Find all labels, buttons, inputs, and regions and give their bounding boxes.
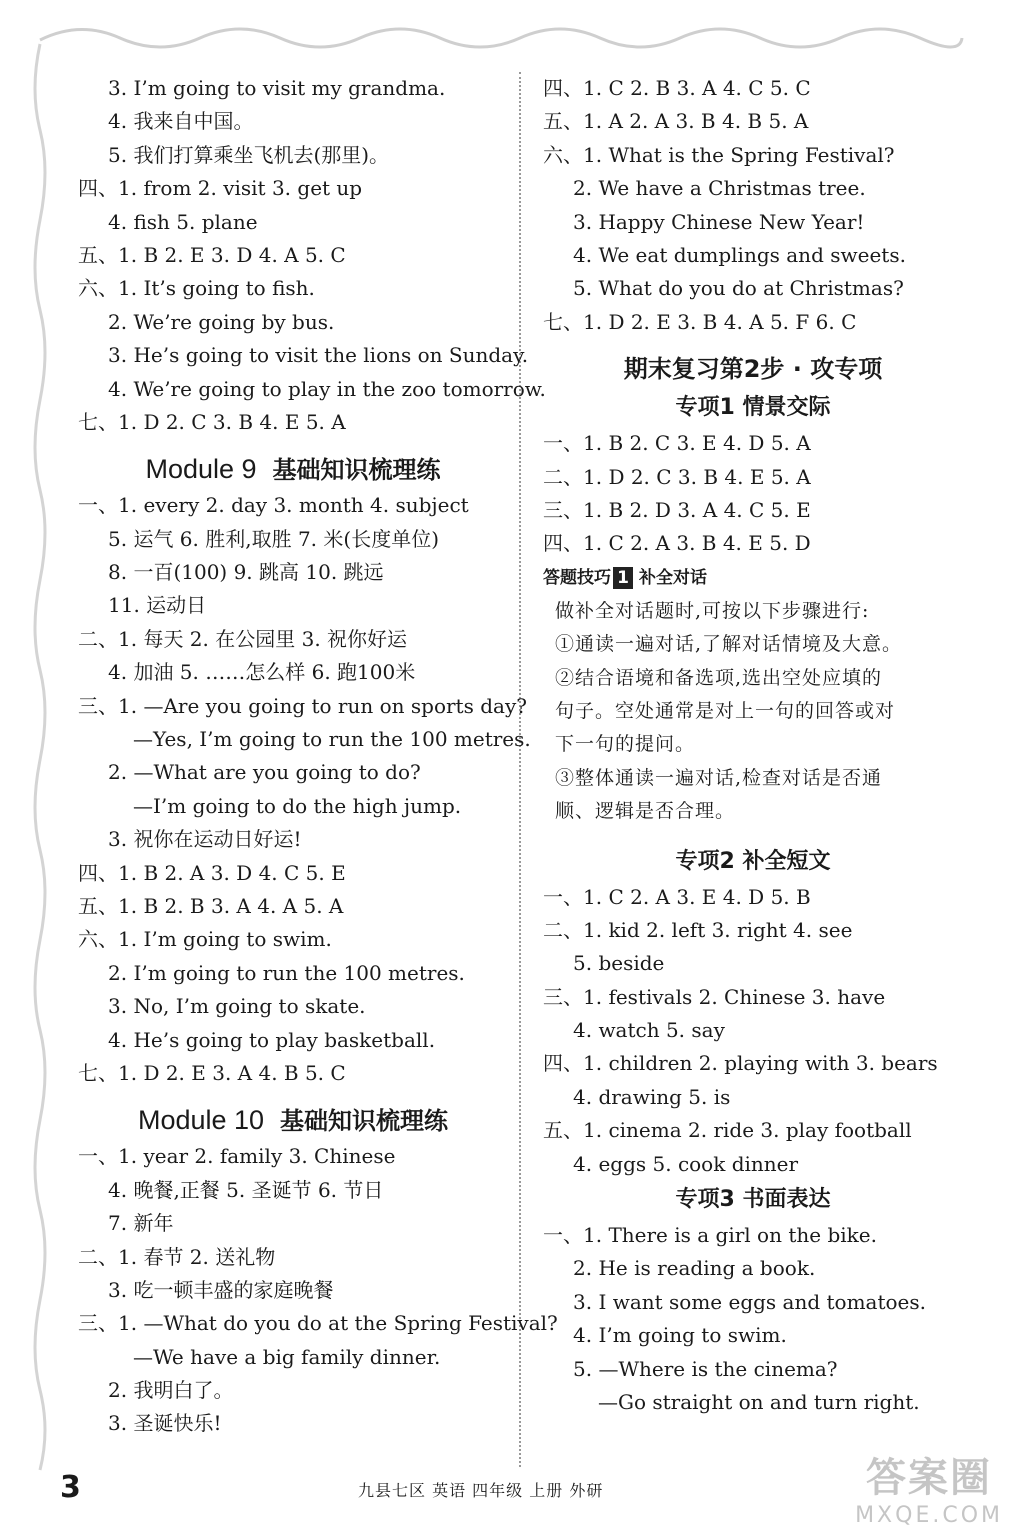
- tip-text-line: 句子。空处通常是对上一句的回答或对: [555, 699, 896, 722]
- answer-line: 3. 祝你在运动日好运!: [108, 827, 302, 852]
- answer-line: 三、1. B 2. D 3. A 4. C 5. E: [543, 497, 811, 522]
- answer-line: 4. watch 5. say: [573, 1018, 725, 1043]
- answer-line: 七、1. D 2. E 3. B 4. A 5. F 6. C: [543, 309, 857, 334]
- module-label: Module 10: [137, 1105, 265, 1136]
- answer-line: 四、1. C 2. B 3. A 4. C 5. C: [543, 76, 811, 100]
- tip-text-line: 下一句的提问。: [555, 733, 696, 756]
- answer-line: 六、1. I’m going to swim.: [78, 927, 332, 952]
- spacer: [543, 829, 963, 843]
- answer-line: 3. No, I’m going to skate.: [108, 994, 366, 1019]
- answer-line: 2. We’re going by bus.: [108, 309, 335, 334]
- column-divider: [519, 72, 521, 1467]
- answer-line: 一、1. year 2. family 3. Chinese: [78, 1144, 396, 1169]
- watermark-url: MXQE.COM: [855, 1503, 1003, 1528]
- answer-line: 三、1. —Are you going to run on sports day?: [78, 693, 527, 718]
- tip-text-line: ①通读一遍对话,了解对话情境及大意。: [555, 633, 903, 656]
- right-column: [543, 72, 963, 1419]
- answer-line: 五、1. B 2. B 3. A 4. A 5. A: [78, 893, 344, 918]
- answer-line: —We have a big family dinner.: [133, 1344, 441, 1369]
- book-info: 九县七区 英语 四年级 上册 外研: [358, 1481, 604, 1500]
- tip-label: 答题技巧: [543, 567, 611, 588]
- section-heading: [78, 1100, 508, 1140]
- watermark-title: 答案圈: [866, 1455, 993, 1501]
- tip-text-line: 做补全对话题时,可按以下步骤进行:: [555, 599, 870, 622]
- answer-line: 2. We have a Christmas tree.: [573, 176, 866, 201]
- watermark-logo: [855, 1446, 1003, 1528]
- answer-line: 七、1. D 2. C 3. B 4. E 5. A: [78, 409, 346, 434]
- answer-line: 六、1. What is the Spring Festival?: [543, 142, 895, 167]
- answer-line: 四、1. B 2. A 3. D 4. C 5. E: [78, 860, 346, 885]
- section-heading: [543, 349, 963, 389]
- answer-line: 4. 晚餐,正餐 5. 圣诞节 6. 节日: [108, 1177, 384, 1202]
- answer-line: 5. 我们打算乘坐飞机去(那里)。: [108, 142, 390, 167]
- tip-number-badge: 1: [613, 567, 633, 589]
- page-number: 3: [60, 1470, 81, 1505]
- answer-line: 七、1. D 2. E 3. A 4. B 5. C: [78, 1060, 346, 1085]
- answer-line: 四、1. from 2. visit 3. get up: [78, 176, 363, 201]
- answer-line: 5. What do you do at Christmas?: [573, 276, 904, 301]
- section-subheading: 专项2 补全短文: [675, 848, 831, 874]
- answer-line: 四、1. C 2. A 3. B 4. E 5. D: [543, 531, 811, 556]
- answer-line: 2. —What are you going to do?: [108, 760, 421, 785]
- answer-line: —I’m going to do the high jump.: [133, 793, 462, 818]
- answer-line: 4. We’re going to play in the zoo tomorrow.: [108, 376, 546, 401]
- tip-text-line: ②结合语境和备选项,选出空处应填的: [555, 666, 883, 689]
- answer-line: —Go straight on and turn right.: [598, 1390, 920, 1414]
- answer-line: 三、1. festivals 2. Chinese 3. have: [543, 984, 886, 1009]
- answer-line: 四、1. children 2. playing with 3. bears: [543, 1051, 938, 1076]
- answer-line: 4. eggs 5. cook dinner: [573, 1151, 799, 1176]
- answer-line: 二、1. 春节 2. 送礼物: [78, 1244, 276, 1269]
- answer-line: 4. drawing 5. is: [573, 1084, 731, 1109]
- answer-line: 5. 运气 6. 胜利,取胜 7. 米(长度单位): [108, 526, 439, 551]
- answer-line: —Yes, I’m going to run the 100 metres.: [133, 727, 531, 752]
- answer-line: 五、1. A 2. A 3. B 4. B 5. A: [543, 109, 809, 134]
- answer-line: 3. I want some eggs and tomatoes.: [573, 1289, 927, 1314]
- answer-line: 三、1. —What do you do at the Spring Festival?: [78, 1311, 558, 1336]
- answer-line: 2. 我明白了。: [108, 1378, 234, 1403]
- answer-line: 4. fish 5. plane: [108, 209, 258, 234]
- answer-line: 2. He is reading a book.: [573, 1256, 816, 1281]
- answer-line: 二、1. kid 2. left 3. right 4. see: [543, 917, 853, 942]
- answer-line: 5. —Where is the cinema?: [573, 1356, 838, 1381]
- page-footer: [60, 1470, 860, 1510]
- answer-line: 5. beside: [573, 951, 665, 976]
- answer-line: 3. Happy Chinese New Year!: [573, 209, 865, 234]
- answer-line: 二、1. D 2. C 3. B 4. E 5. A: [543, 464, 811, 489]
- answer-line: 一、1. every 2. day 3. month 4. subject: [78, 493, 469, 518]
- answer-line: 五、1. cinema 2. ride 3. play football: [543, 1118, 912, 1143]
- answer-line: 8. 一百(100) 9. 跳高 10. 跳远: [108, 560, 384, 585]
- tip-header: [543, 561, 963, 595]
- section-heading: [78, 449, 508, 489]
- module-label: Module 9: [145, 454, 257, 485]
- answer-line: 4. He’s going to play basketball.: [108, 1027, 436, 1052]
- answer-line: 11. 运动日: [108, 593, 207, 618]
- tip-title: 补全对话: [639, 567, 707, 588]
- section-subheading: 专项1 情景交际: [675, 395, 831, 421]
- answer-line: 4. I’m going to swim.: [573, 1323, 787, 1348]
- heading-text: 基础知识梳理练: [272, 456, 441, 485]
- answer-line: 一、1. C 2. A 3. E 4. D 5. B: [543, 884, 811, 909]
- section-subheading: 专项3 书面表达: [675, 1187, 831, 1213]
- heading-text: 基础知识梳理练: [280, 1107, 449, 1136]
- answer-line: 3. 吃一顿丰盛的家庭晚餐: [108, 1277, 334, 1302]
- answer-line: 3. He’s going to visit the lions on Sunday.: [108, 343, 529, 368]
- answer-line: 3. I’m going to visit my grandma.: [108, 76, 446, 100]
- answer-line: 4. 我来自中国。: [108, 109, 254, 134]
- answer-line: 7. 新年: [108, 1211, 174, 1236]
- tip-text-line: 顺、逻辑是否合理。: [555, 800, 736, 823]
- answer-line: 一、1. There is a girl on the bike.: [543, 1223, 877, 1248]
- heading-text: 期末复习第2步 · 攻专项: [623, 355, 883, 384]
- answer-line: 4. We eat dumplings and sweets.: [573, 242, 906, 267]
- answer-line: 六、1. It’s going to fish.: [78, 276, 315, 301]
- left-column: [78, 72, 558, 1441]
- tip-text-line: ③整体通读一遍对话,检查对话是否通: [555, 766, 883, 789]
- answer-line: 一、1. B 2. C 3. E 4. D 5. A: [543, 431, 811, 456]
- answer-line: 五、1. B 2. E 3. D 4. A 5. C: [78, 242, 346, 267]
- answer-line: 二、1. 每天 2. 在公园里 3. 祝你好运: [78, 626, 408, 651]
- answer-line: 4. 加油 5. ……怎么样 6. 跑100米: [108, 660, 416, 685]
- answer-line: 3. 圣诞快乐!: [108, 1411, 222, 1436]
- answer-line: 2. I’m going to run the 100 metres.: [108, 960, 465, 985]
